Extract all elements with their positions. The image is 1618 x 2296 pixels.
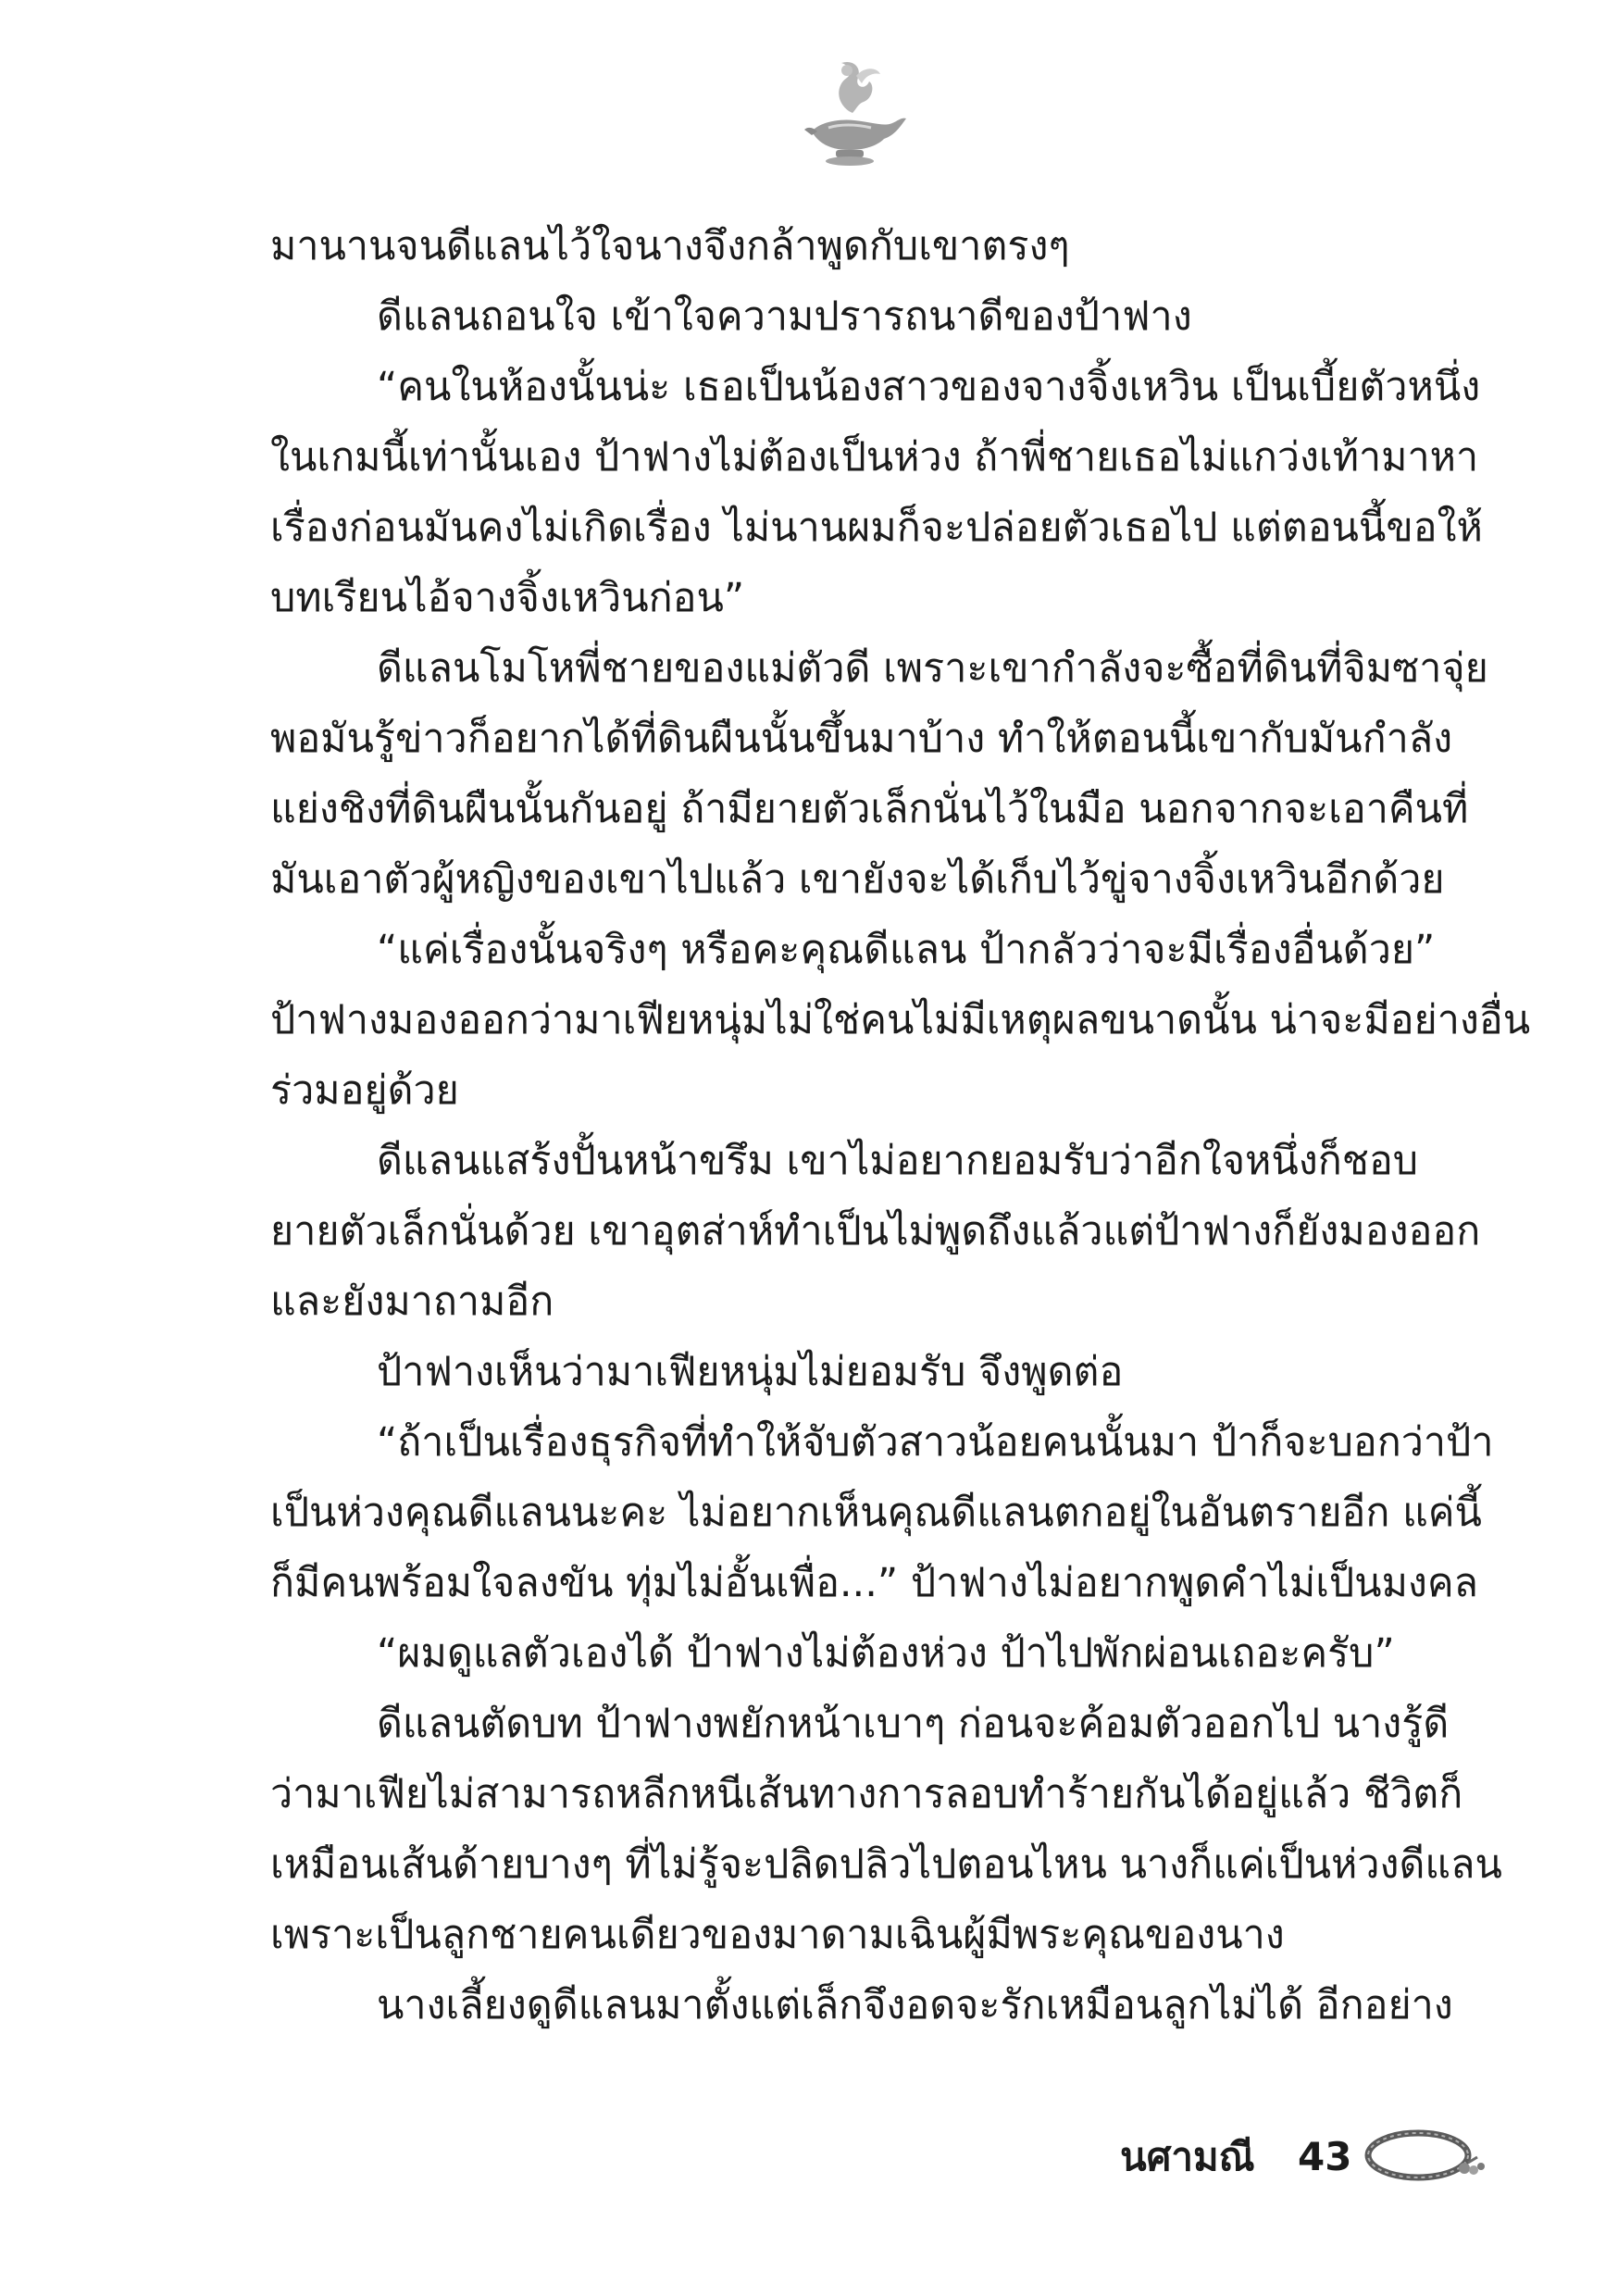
text-line: พอมันรู้ข่าวก็อยากได้ที่ดินผืนนั้นขึ้นมาบ้าง ทำให้ตอนนี้เขากับมันกำลัง xyxy=(270,716,1453,762)
text-line: เหมือนเส้นด้ายบางๆ ที่ไม่รู้จะปลิดปลิวไปตอนไหน นางก็แค่เป็นห่วงดีแลน xyxy=(270,1841,1502,1888)
text-line: ก็มีคนพร้อมใจลงขัน ทุ่มไม่อั้นเพื่อ...” ป้าฟางไม่อยากพูดคำไม่เป็นมงคล xyxy=(270,1560,1479,1606)
text-line: ยายตัวเล็กนั่นด้วย เขาอุตส่าห์ทำเป็นไม่พูดถึงแล้วแต่ป้าฟางก็ยังมองออก xyxy=(270,1208,1481,1254)
text-line: ร่วมอยู่ด้วย xyxy=(270,1067,459,1114)
text-line: ดีแลนแสร้งปั้นหน้าขรึม เขาไม่อยากยอมรับว่าอีกใจหนึ่งก็ชอบ xyxy=(377,1138,1419,1184)
text-line: “ผมดูแลตัวเองได้ ป้าฟางไม่ต้องห่วง ป้าไปพักผ่อนเถอะครับ” xyxy=(377,1630,1395,1677)
text-line: เป็นห่วงคุณดีแลนนะคะ ไม่อยากเห็นคุณดีแลนตกอยู่ในอันตรายอีก แค่นี้ xyxy=(270,1490,1482,1536)
text-line: นางเลี้ยงดูดีแลนมาตั้งแต่เล็กจึงอดจะรักเหมือนลูกไม่ได้ อีกอย่าง xyxy=(377,1982,1453,2028)
text-line: ป้าฟางมองออกว่ามาเฟียหนุ่มไม่ใช่คนไม่มีเหตุผลขนาดนั้น น่าจะมีอย่างอื่น xyxy=(270,997,1531,1043)
text-line: ดีแลนโมโหพี่ชายของแม่ตัวดี เพราะเขากำลังจะซื้อที่ดินที่จิมซาจุ่ย xyxy=(377,645,1488,692)
text-line: ในเกมนี้เท่านั้นเอง ป้าฟางไม่ต้องเป็นห่วง ถ้าพี่ชายเธอไม่แกว่งเท้ามาหา xyxy=(270,434,1479,480)
text-line: “คนในห้องนั้นน่ะ เธอเป็นน้องสาวของจางจิ้งเหวิน เป็นเบี้ยตัวหนึ่ง xyxy=(377,364,1481,410)
text-line: บทเรียนไอ้จางจิ้งเหวินก่อน” xyxy=(270,575,745,621)
page-number: 43 xyxy=(1298,2134,1352,2179)
text-line: ป้าฟางเห็นว่ามาเฟียหนุ่มไม่ยอมรับ จึงพูดต่อ xyxy=(377,1349,1124,1395)
text-line: และยังมาถามอีก xyxy=(270,1279,554,1325)
text-line: ว่ามาเฟียไม่สามารถหลีกหนีเส้นทางการลอบทำร้ายกันได้อยู่แล้ว ชีวิตก็ xyxy=(270,1771,1463,1817)
text-line: ดีแลนถอนใจ เข้าใจความปรารถนาดีของป้าฟาง xyxy=(377,293,1192,340)
bracelet-icon xyxy=(1361,2120,1490,2190)
body-text xyxy=(270,215,1531,2085)
text-line: แย่งชิงที่ดินผืนนั้นกันอยู่ ถ้ามียายตัวเล็กนั่นไว้ในมือ นอกจากจะเอาคืนที่ xyxy=(270,786,1469,832)
text-line: มานานจนดีแลนไว้ใจนางจึงกล้าพูดกับเขาตรงๆ xyxy=(270,223,1070,269)
text-line: “ถ้าเป็นเรื่องธุรกิจที่ทำให้จับตัวสาวน้อยคนนั้นมา ป้าก็จะบอกว่าป้า xyxy=(377,1419,1494,1466)
text-line: ดีแลนตัดบท ป้าฟางพยักหน้าเบาๆ ก่อนจะค้อมตัวออกไป นางรู้ดี xyxy=(377,1701,1450,1747)
genie-lamp-icon xyxy=(791,57,912,168)
text-line: เพราะเป็นลูกชายคนเดียวของมาดามเฉินผู้มีพระคุณของนาง xyxy=(270,1912,1285,1958)
book-title: นศามณี xyxy=(1120,2134,1255,2179)
page-footer xyxy=(1092,2120,1500,2194)
text-line: มันเอาตัวผู้หญิงของเขาไปแล้ว เขายังจะได้เก็บไว้ขู่จางจิ้งเหวินอีกด้วย xyxy=(270,856,1445,903)
text-line: “แค่เรื่องนั้นจริงๆ หรือคะคุณดีแลน ป้ากลัวว่าจะมีเรื่องอื่นด้วย” xyxy=(377,927,1436,973)
text-line: เรื่องก่อนมันคงไม่เกิดเรื่อง ไม่นานผมก็จะปล่อยตัวเธอไป แต่ตอนนี้ขอให้ xyxy=(270,505,1483,551)
